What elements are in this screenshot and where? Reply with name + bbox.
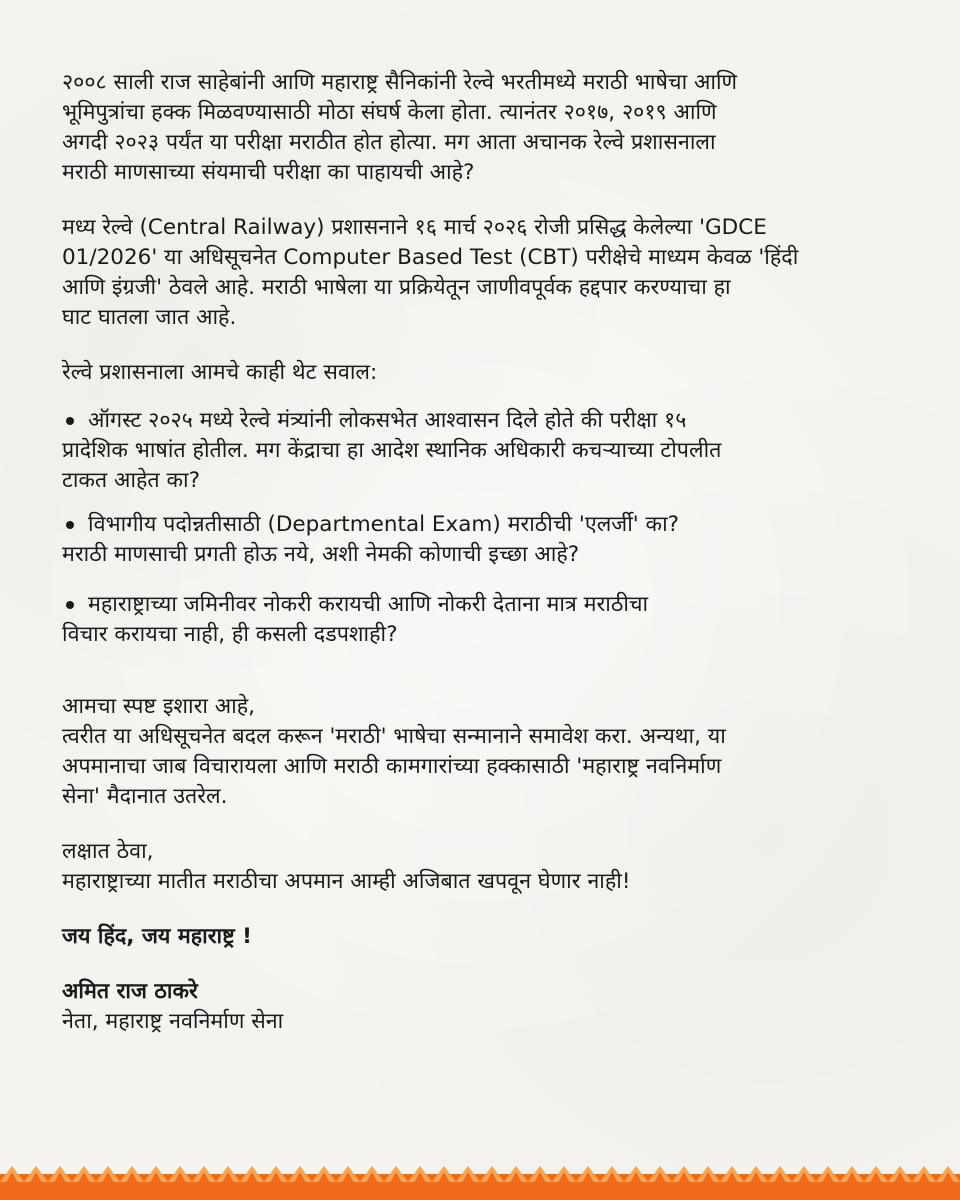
bullet-dot-icon	[66, 590, 80, 620]
bullet-text: ऑगस्ट २०२५ मध्ये रेल्वे मंत्र्यांनी लोकसभेत आश्वासन दिले होते की परीक्षा १५	[88, 408, 687, 433]
question-bullet-1	[62, 406, 902, 496]
intro-paragraph	[62, 68, 902, 188]
notification-line: घाट घातला जात आहे.	[62, 305, 237, 330]
question-bullet-2	[62, 510, 902, 570]
bullet-text: विचार करायचा नाही, ही कसली दडपशाही?	[62, 622, 398, 647]
bullet-text: प्रादेशिक भाषांत होतील. मग केंद्राचा हा आदेश स्थानिक अधिकारी कचऱ्याच्या टोपलीत	[62, 438, 722, 463]
signature	[62, 977, 902, 1037]
notification-paragraph	[62, 213, 902, 333]
remember-line: महाराष्ट्राच्या मातीत मराठीचा अपमान आम्ही अजिबात खपवून घेणार नाही!	[62, 869, 631, 894]
remember-paragraph	[62, 837, 902, 897]
signature-title: नेता, महाराष्ट्र नवनिर्माण सेना	[62, 1009, 284, 1034]
notification-line: आणि इंग्रजी' ठेवले आहे. मराठी भाषेला या प्रक्रियेतून जाणीवपूर्वक हद्दपार करण्याचा हा	[62, 275, 731, 300]
remember-line: लक्षात ठेवा,	[62, 839, 154, 864]
intro-line: अगदी २०२३ पर्यंत या परीक्षा मराठीत होत होत्या. मग आता अचानक रेल्वे प्रशासनाला	[62, 130, 716, 155]
bullet-text: टाकत आहेत का?	[62, 468, 200, 493]
question-bullet-3	[62, 590, 902, 650]
warning-line: आमचा स्पष्ट इशारा आहे,	[62, 694, 256, 719]
notification-line: मध्य रेल्वे (Central Railway) प्रशासनाने १६ मार्च २०२६ रोजी प्रसिद्ध केलेल्या 'GDCE	[62, 215, 767, 240]
bullet-text: विभागीय पदोन्नतीसाठी (Departmental Exam) मराठीची 'एलर्जी' का?	[88, 512, 680, 537]
bullet-text: मराठी माणसाची प्रगती होऊ नये, अशी नेमकी कोणाची इच्छा आहे?	[62, 542, 580, 567]
questions-intro: रेल्वे प्रशासनाला आमचे काही थेट सवाल:	[62, 360, 378, 385]
intro-line: २००८ साली राज साहेबांनी आणि महाराष्ट्र सैनिकांनी रेल्वे भरतीमध्ये मराठी भाषेचा आणि	[62, 70, 738, 95]
letter-body	[62, 68, 902, 1037]
intro-line: भूमिपुत्रांचा हक्क मिळवण्यासाठी मोठा संघर्ष केला होता. त्यानंतर २०१७, २०१९ आणि	[62, 100, 717, 125]
warning-line: अपमानाचा जाब विचारायला आणि मराठी कामगारांच्या हक्कासाठी 'महाराष्ट्र नवनिर्माण	[62, 754, 722, 779]
warning-paragraph	[62, 692, 902, 812]
warning-line: सेना' मैदानात उतरेल.	[62, 784, 228, 809]
bullet-dot-icon	[66, 406, 80, 436]
bullet-text: महाराष्ट्राच्या जमिनीवर नोकरी करायची आणि नोकरी देताना मात्र मराठीचा	[88, 592, 649, 617]
slogan: जय हिंद, जय महाराष्ट्र !	[62, 924, 252, 949]
notification-line: 01/2026' या अधिसूचनेत Computer Based Test (CBT) परीक्षेचे माध्यम केवळ 'हिंदी	[62, 245, 799, 270]
decorative-orange-border	[0, 1152, 960, 1200]
signature-name: अमित राज ठाकरे	[62, 979, 198, 1004]
warning-line: त्वरीत या अधिसूचनेत बदल करून 'मराठी' भाषेचा सन्मानाने समावेश करा. अन्यथा, या	[62, 724, 726, 749]
intro-line: मराठी माणसाच्या संयमाची परीक्षा का पाहायची आहे?	[62, 160, 475, 185]
bullet-dot-icon	[66, 510, 80, 540]
